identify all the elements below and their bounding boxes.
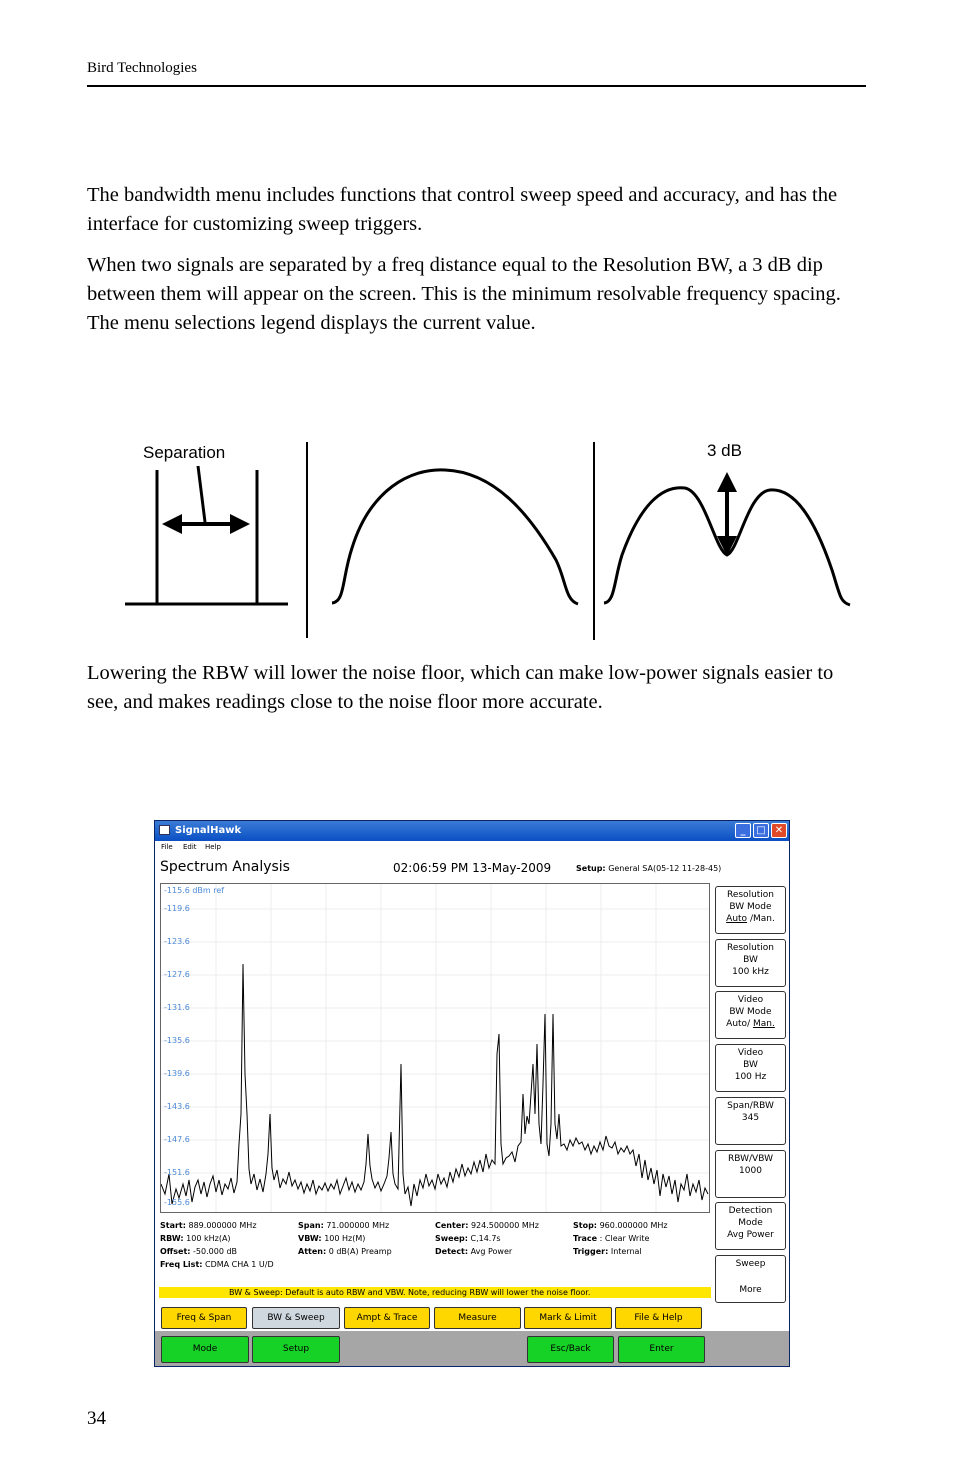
dip-arrow-top-head [717,472,737,492]
y-label-9: -151.6 [164,1168,190,1177]
menu-freq-span-button[interactable]: Freq & Span [161,1307,247,1329]
softkey-value: 345 [741,1113,760,1123]
info-rbw: 100 kHz(A) [186,1234,231,1243]
y-label-8: -147.6 [164,1135,190,1144]
softkey-video-bw-mode[interactable] [715,991,786,1039]
info-key: RBW: [160,1234,184,1243]
paragraph-lowering-rbw: Lowering the RBW will lower the noise floor, which can make low-power signals easier to see, and makes readings close to the noise floor more accurate. [87,662,834,713]
softkey-label: BW [743,1060,758,1070]
single-peak-curve [332,470,578,604]
info-key: Detect: [435,1247,469,1256]
info-key: Start: [160,1221,186,1230]
info-detect: Avg Power [470,1247,513,1256]
resolution-diagram [0,430,954,650]
setup-label: Setup: [576,864,606,873]
title-bar [155,821,789,841]
y-label-10: -155.6 [164,1198,190,1207]
info-sweep: C,14.7s [470,1234,501,1243]
info-key: Trace [573,1234,598,1243]
info-span: 71.000000 MHz [326,1221,390,1230]
softkey-value: 100 kHz [732,967,769,977]
info-key: Offset: [160,1247,191,1256]
header-rule [87,85,866,87]
softkey-option-selected: Auto [726,914,748,924]
softkey-option: /Man. [747,914,775,924]
softkey-label: Resolution [726,943,775,953]
info-offset: -50.000 dB [193,1247,238,1256]
y-label-2: -123.6 [164,937,190,946]
app-icon [159,825,170,835]
y-label-7: -143.6 [164,1102,190,1111]
separation-arrow-right-head [230,514,250,534]
softkey-value: 1000 [739,1166,762,1176]
softkey-label: Mode [738,1218,763,1228]
info-trace: : Clear Write [599,1234,650,1243]
info-key: Span: [298,1221,324,1230]
info-trigger: Internal [610,1247,642,1256]
setup-value: General SA(05-12 11-28-45) [608,864,722,873]
softkey-sweep-more[interactable] [715,1255,786,1303]
softkey-option: Auto/ [726,1019,753,1029]
softkey-label: Span/RBW [727,1101,774,1111]
softkey-label: BW Mode [729,902,772,912]
window-title: SignalHawk [175,825,242,836]
softkey-label: Video [737,995,764,1005]
info-column-3 [435,1219,539,1258]
minimize-button[interactable]: _ [735,823,751,838]
info-center: 924.500000 MHz [470,1221,539,1230]
y-label-4: -131.6 [164,1003,190,1012]
info-key: Stop: [573,1221,598,1230]
running-header: Bird Technologies [87,60,197,76]
menu-file-help-button[interactable]: File & Help [615,1307,702,1329]
esc-back-button[interactable]: Esc/Back [527,1336,614,1363]
close-button[interactable]: ✕ [771,823,787,838]
softkey-label: Sweep [735,1259,766,1269]
maximize-button[interactable]: □ [753,823,769,838]
spectrum-plot[interactable] [160,883,710,1213]
softkey-label: Detection [728,1206,773,1216]
mode-button[interactable]: Mode [161,1336,249,1363]
spectrum-trace [161,884,709,1212]
mode-title: Spectrum Analysis [160,859,290,875]
info-column-2 [298,1219,392,1258]
paragraph-bandwidth-menu: The bandwidth menu includes functions that control sweep speed and accuracy, and has the interface for customizing sweep triggers. [87,184,838,235]
info-column-4 [573,1219,668,1258]
info-start: 889.000000 MHz [188,1221,257,1230]
softkey-value: 100 Hz [734,1072,767,1082]
signalhawk-window [154,820,790,1367]
menu-ampt-trace-button[interactable]: Ampt & Trace [344,1307,430,1329]
info-key: Center: [435,1221,469,1230]
info-atten: 0 dB(A) Preamp [328,1247,392,1256]
setup-info [576,864,721,873]
softkey-label: RBW/VBW [728,1154,773,1164]
menu-mark-limit-button[interactable]: Mark & Limit [524,1307,612,1329]
menu-file[interactable]: File [161,843,173,851]
softkey-span-rbw[interactable] [715,1097,786,1145]
timestamp: 02:06:59 PM 13-May-2009 [393,861,552,875]
menu-measure-button[interactable]: Measure [434,1307,521,1329]
info-stop: 960.000000 MHz [599,1221,668,1230]
info-column-1 [160,1219,274,1271]
separation-arrow-left-head [162,514,182,534]
softkey-resolution-bw-mode[interactable] [715,886,786,934]
softkey-label: BW [743,955,758,965]
softkey-option-selected: Man. [752,1019,775,1029]
softkey-rbw-vbw[interactable] [715,1150,786,1198]
dip-label: 3 dB [707,441,742,460]
enter-button[interactable]: Enter [618,1336,705,1363]
paragraph-resolution-bw: When two signals are separated by a freq distance equal to the Resolution BW, a 3 dB dip between them will appear on the screen. This is the minimum resolvable frequency spacing. The menu selections legend displays the current value. [87,254,841,334]
softkey-video-bw[interactable] [715,1044,786,1092]
softkey-value: Avg Power [727,1230,774,1240]
info-key: Freq List: [160,1260,203,1269]
info-key: Sweep: [435,1234,468,1243]
menu-bw-sweep-button[interactable]: BW & Sweep [252,1307,340,1329]
y-label-ref: -115.6 dBm ref [164,886,225,895]
trace-line [161,964,708,1206]
softkey-label: Video [737,1048,764,1058]
separation-pointer [198,466,205,522]
softkey-label: BW Mode [729,1007,772,1017]
y-label-6: -139.6 [164,1069,190,1078]
page-number: 34 [87,1408,106,1429]
info-freq-list: CDMA CHA 1 U/D [205,1260,274,1269]
menu-edit[interactable]: Edit [183,843,197,851]
softkey-label: More [739,1285,762,1295]
softkey-detection-mode[interactable] [715,1202,786,1250]
info-vbw: 100 Hz(M) [324,1234,366,1243]
menu-help[interactable]: Help [205,843,221,851]
setup-button[interactable]: Setup [252,1336,340,1363]
y-label-1: -119.6 [164,904,190,913]
y-label-5: -135.6 [164,1036,190,1045]
info-key: Atten: [298,1247,327,1256]
y-label-3: -127.6 [164,970,190,979]
separation-label: Separation [143,443,226,462]
info-key: Trigger: [573,1247,609,1256]
hint-bar: BW & Sweep: Default is auto RBW and VBW. Note, reducing RBW will lower the noise floor. [159,1287,711,1298]
menu-bar [155,841,789,854]
softkey-label: Resolution [726,890,775,900]
softkey-resolution-bw[interactable] [715,939,786,987]
info-key: VBW: [298,1234,322,1243]
